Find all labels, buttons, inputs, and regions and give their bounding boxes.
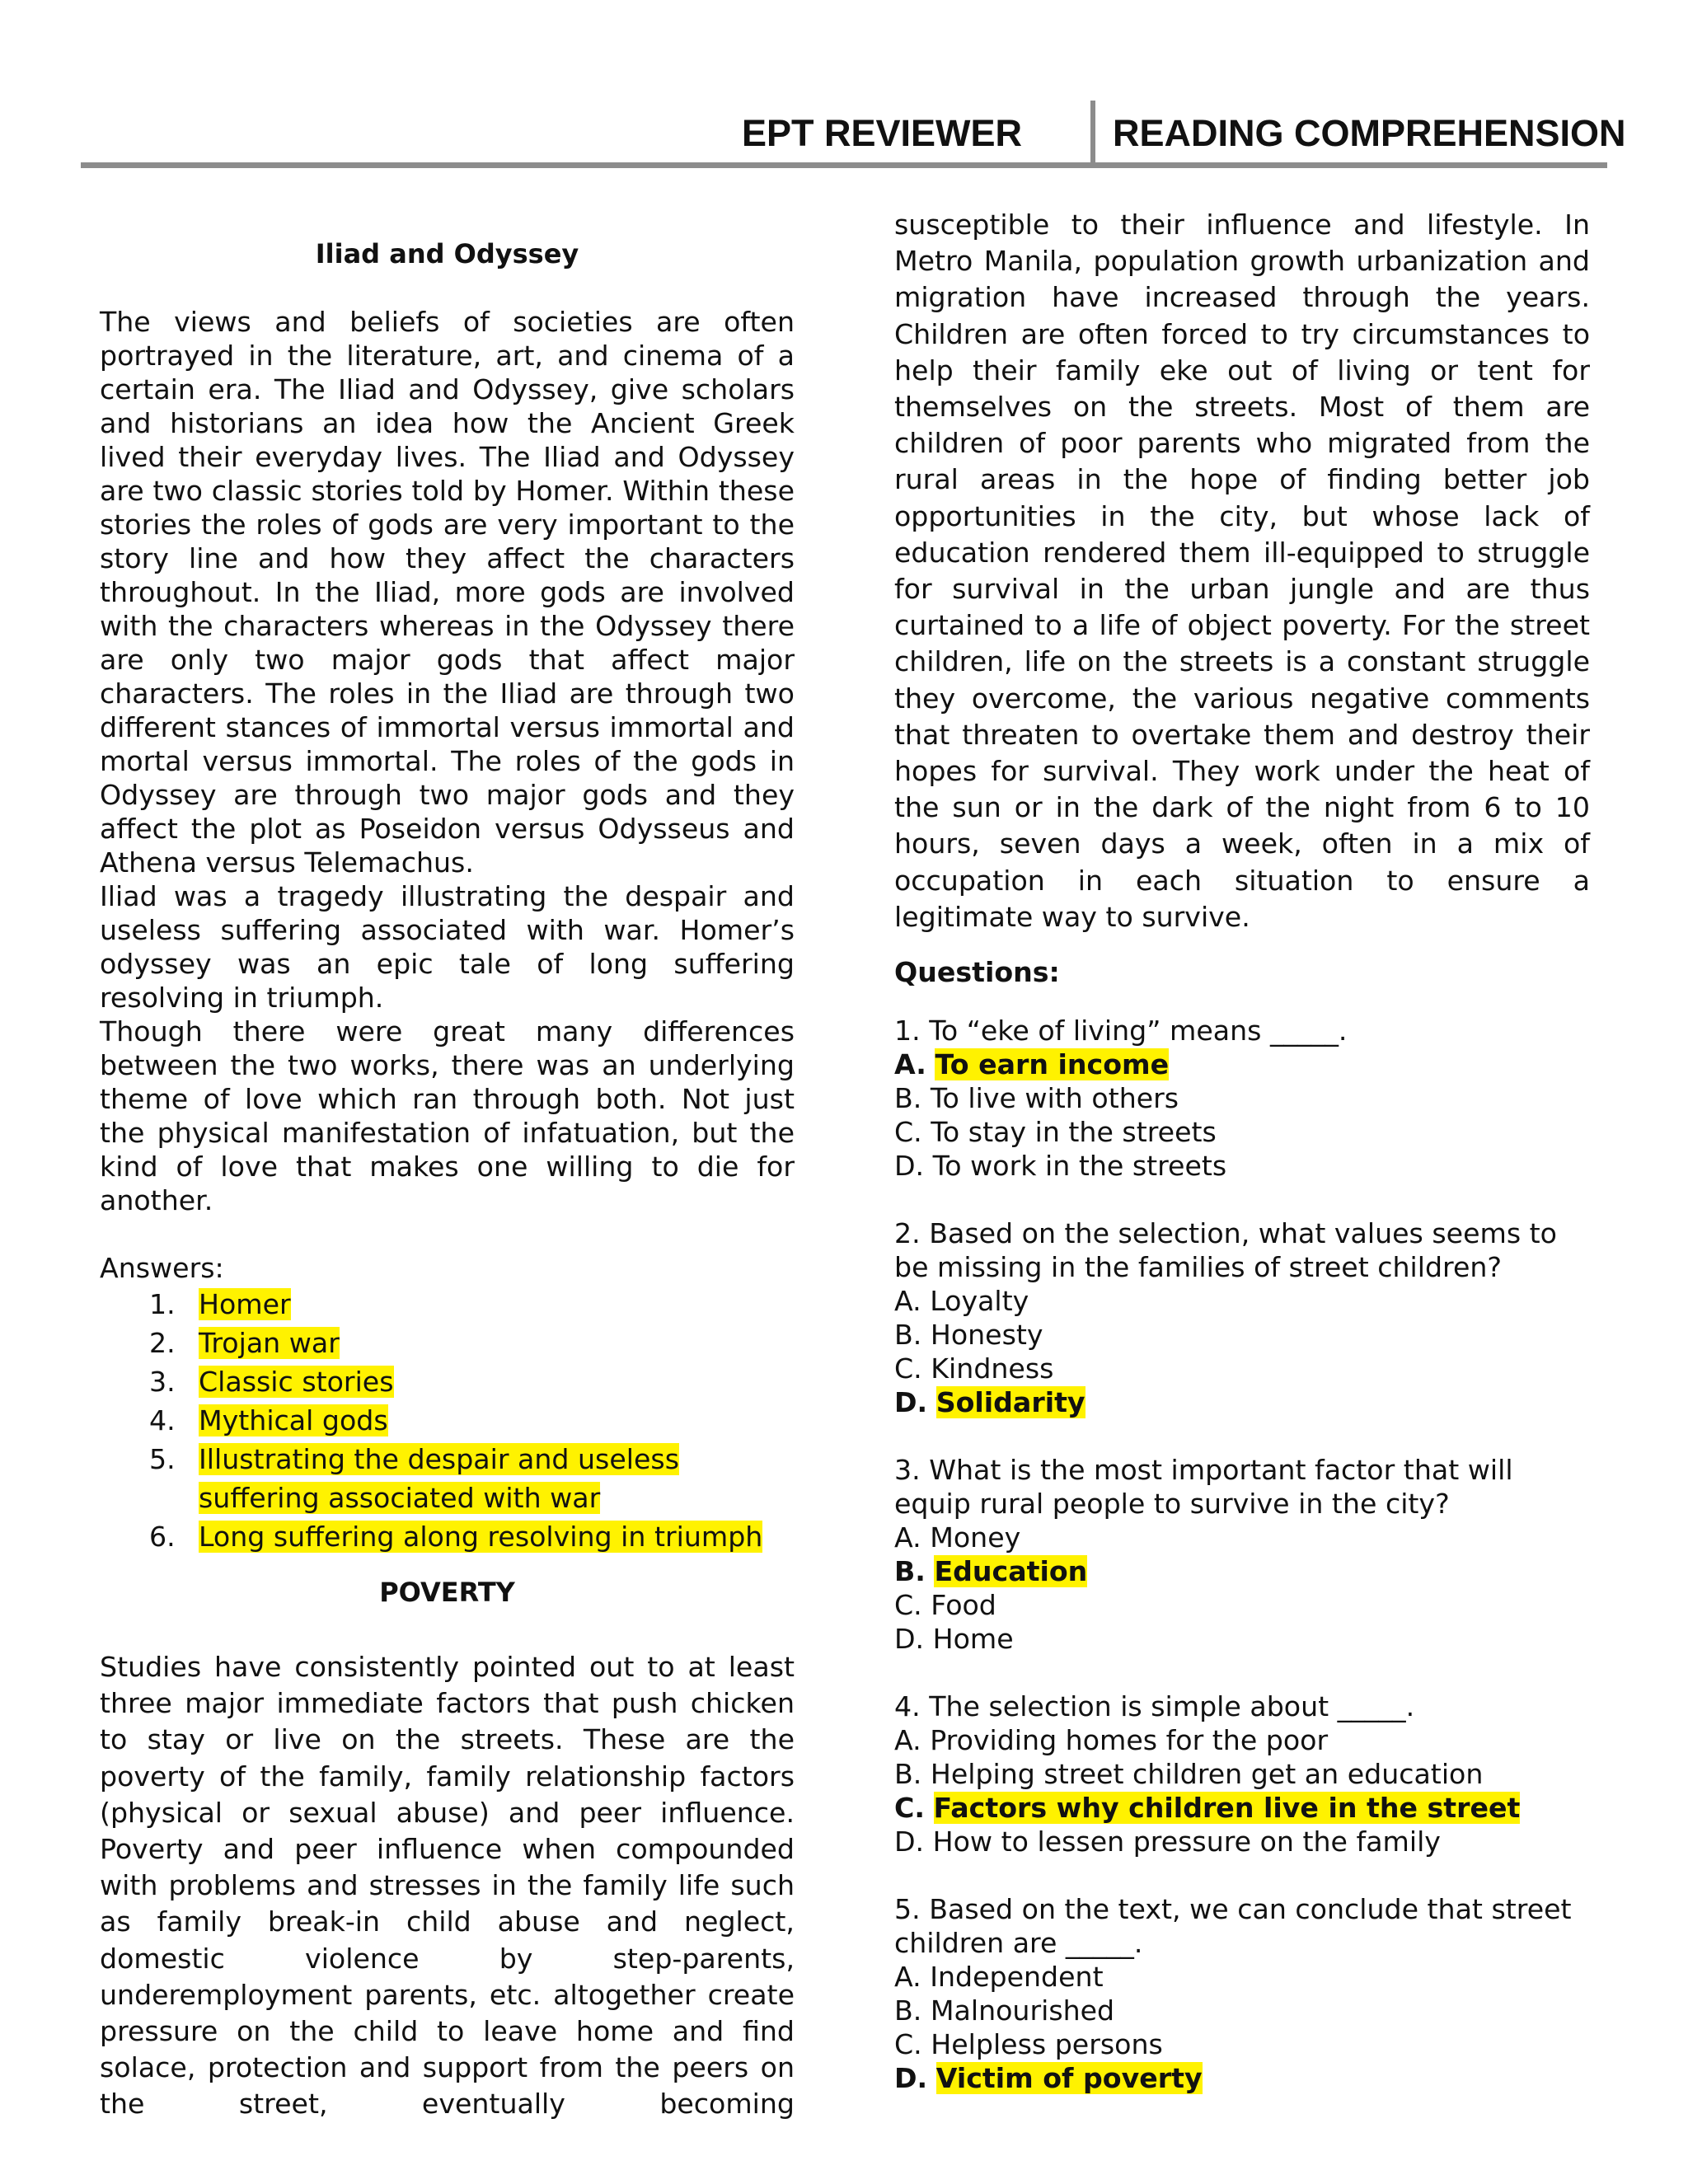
- question-block: [894, 1453, 1590, 1656]
- option-text: To work in the streets: [932, 1150, 1227, 1183]
- header-title-right: READING COMPREHENSION: [1113, 112, 1626, 154]
- answer-text: Homer: [199, 1288, 291, 1320]
- option-letter: B.: [894, 1555, 926, 1588]
- option-text: Solidarity: [935, 1386, 1085, 1419]
- option-text: Independent: [930, 1961, 1104, 1994]
- header-title-left: EPT REVIEWER: [741, 112, 1022, 154]
- question-stem: 2. Based on the selection, what values seems to be missing in the families of street children?: [894, 1217, 1557, 1284]
- option-text: How to lessen pressure on the family: [932, 1825, 1441, 1858]
- option-text: Helpless persons: [931, 2028, 1163, 2061]
- question-stem: 4. The selection is simple about _____.: [894, 1690, 1415, 1723]
- answer-number: 2.: [149, 1327, 176, 1359]
- poverty-title: POVERTY: [379, 1577, 515, 1608]
- option: [894, 1723, 1590, 1757]
- option: [894, 1825, 1590, 1858]
- question-block: [894, 1014, 1590, 1183]
- option-text: Victim of poverty: [935, 2062, 1203, 2095]
- correct-option: [894, 1554, 1590, 1588]
- answer-text: Mythical gods: [199, 1404, 388, 1436]
- poverty-paragraph-left: Studies have consistently pointed out to at least three major immediate factors that push chicken to stay or live on the streets. These are the poverty of the family, family relationship factors (physical or sexual abuse) and peer influence. Poverty and peer influence when compounded with problems and stresses in the family life such as family break-in child abuse and neglect, domestic violence by step-parents, underemployment parents, etc. altogether create pressure on the child to leave home and find solace, protection and support from the peers on the street, eventually becoming: [100, 1651, 795, 2121]
- iliad-paragraph-3: Though there were great many differences between the two works, there was an underlying theme of love which ran through both. Not just the physical manifestation of infatuation, but the kind of love that makes one willing to die for another.: [100, 1015, 795, 1216]
- answer-number: 5.: [149, 1443, 176, 1475]
- header-rule: [81, 162, 1607, 168]
- option: [894, 1318, 1590, 1352]
- answer-number: 1.: [149, 1288, 176, 1320]
- option-text: Helping street children get an education: [930, 1758, 1484, 1791]
- answers-label: Answers:: [100, 1252, 224, 1284]
- questions-label: Questions:: [894, 956, 1060, 989]
- correct-option: [894, 1385, 1590, 1419]
- option-letter: A.: [894, 1961, 921, 1994]
- answer-item: [100, 1324, 795, 1362]
- option: [894, 1622, 1590, 1656]
- option-letter: D.: [894, 1623, 925, 1656]
- option-text: Malnourished: [930, 1994, 1115, 2027]
- option: [894, 1284, 1590, 1318]
- option-letter: B.: [894, 1082, 922, 1115]
- option: [894, 1757, 1590, 1791]
- option-text: Honesty: [930, 1319, 1043, 1352]
- option: [894, 1115, 1590, 1149]
- option-text: Food: [931, 1589, 996, 1622]
- option-letter: A.: [894, 1521, 921, 1554]
- option-letter: C.: [894, 1792, 925, 1825]
- right-column: [894, 207, 1590, 2095]
- option-letter: D.: [894, 2062, 928, 2095]
- option-text: Education: [934, 1555, 1088, 1588]
- option: [894, 1960, 1590, 1994]
- option: [894, 1994, 1590, 2027]
- question-block: [894, 1892, 1590, 2095]
- answer-number: 3.: [149, 1366, 176, 1398]
- iliad-paragraph-1: The views and beliefs of societies are often portrayed in the literature, art, and cinema of a certain era. The Iliad and Odyssey, give scholars and historians an idea how the Ancient Greek lived their everyday lives. The Iliad and Odyssey are two classic stories told by Homer. Within these stories the roles of gods are very important to the story line and how they affect the characters throughout. In the Iliad, more gods are involved with the characters whereas in the Odyssey there are only two major gods that affect major characters. The roles in the Iliad are through two different stances of immortal versus immortal and mortal versus immortal. The roles of the gods in Odyssey are through two major gods and they affect the plot as Poseidon versus Odysseus and Athena versus Telemachus.: [100, 306, 795, 879]
- option-text: To live with others: [930, 1082, 1179, 1115]
- questions-list: [894, 1014, 1590, 2095]
- option-letter: C.: [894, 2028, 922, 2061]
- option-letter: B.: [894, 1994, 922, 2027]
- option-text: To stay in the streets: [931, 1116, 1217, 1149]
- iliad-paragraph-2: Iliad was a tragedy illustrating the despair and useless suffering associated with war. Homer’s odyssey was an epic tale of long suffering resolving in triumph.: [100, 880, 795, 1014]
- option: [894, 1352, 1590, 1385]
- page-header: [0, 107, 1626, 162]
- option-letter: B.: [894, 1758, 922, 1791]
- option-letter: A.: [894, 1724, 921, 1757]
- option-text: Kindness: [931, 1352, 1054, 1385]
- answer-number: 4.: [149, 1404, 176, 1436]
- option-letter: C.: [894, 1116, 922, 1149]
- option-letter: A.: [894, 1048, 926, 1081]
- option-text: Factors why children live in the street: [933, 1792, 1521, 1825]
- option-letter: D.: [894, 1825, 925, 1858]
- answer-item: [100, 1401, 795, 1440]
- answer-item: [100, 1517, 795, 1556]
- header-divider: [1090, 101, 1095, 163]
- option-letter: B.: [894, 1319, 922, 1352]
- correct-option: [894, 1791, 1590, 1825]
- option: [894, 1149, 1590, 1183]
- option-text: Loyalty: [930, 1285, 1029, 1318]
- question-stem: 3. What is the most important factor that will equip rural people to survive in the city?: [894, 1454, 1513, 1521]
- question-block: [894, 1690, 1590, 1858]
- question-block: [894, 1216, 1590, 1419]
- correct-option: [894, 1047, 1590, 1081]
- option-letter: D.: [894, 1150, 925, 1183]
- answer-text: Classic stories: [199, 1366, 394, 1398]
- option-text: To earn income: [935, 1048, 1170, 1081]
- answer-item: [100, 1362, 795, 1401]
- left-column: [100, 237, 795, 2123]
- answer-text: Illustrating the despair and useless suffering associated with war: [199, 1443, 679, 1514]
- option: [894, 1588, 1590, 1622]
- option: [894, 2027, 1590, 2061]
- option-letter: C.: [894, 1352, 922, 1385]
- option-text: Providing homes for the poor: [930, 1724, 1329, 1757]
- answer-text: Trojan war: [199, 1327, 340, 1359]
- option-text: Home: [932, 1623, 1014, 1656]
- option-letter: C.: [894, 1589, 922, 1622]
- question-stem: 5. Based on the text, we can conclude that street children are _____.: [894, 1893, 1572, 1960]
- answer-text: Long suffering along resolving in triumph: [199, 1521, 763, 1553]
- correct-option: [894, 2061, 1590, 2095]
- question-stem: 1. To “eke of living” means _____.: [894, 1015, 1348, 1047]
- option-text: Money: [930, 1521, 1021, 1554]
- option: [894, 1081, 1590, 1115]
- iliad-title: Iliad and Odyssey: [315, 238, 579, 269]
- answer-number: 6.: [149, 1521, 176, 1553]
- option-letter: D.: [894, 1386, 928, 1419]
- answer-item: [100, 1440, 795, 1517]
- poverty-paragraph-right: susceptible to their influence and lifestyle. In Metro Manila, population growth urbanization and migration have increased through the years. Children are often forced to try circumstances to help their family eke out of living or tent for themselves on the streets. Most of them are children of poor parents who migrated from the rural areas in the hope of finding better job opportunities in the city, but whose lack of education rendered them ill-equipped to struggle for survival in the urban jungle and are thus curtained to a life of object poverty. For the street children, life on the streets is a constant struggle they overcome, the various negative comments that threaten to overtake them and destroy their hopes for survival. They work under the heat of the sun or in the dark of the night from 6 to 10 hours, seven days a week, often in a mix of occupation in each situation to ensure a legitimate way to survive.: [894, 209, 1590, 933]
- option: [894, 1521, 1590, 1554]
- answers-list: [100, 1285, 795, 1556]
- answer-item: [100, 1285, 795, 1324]
- option-letter: A.: [894, 1285, 921, 1318]
